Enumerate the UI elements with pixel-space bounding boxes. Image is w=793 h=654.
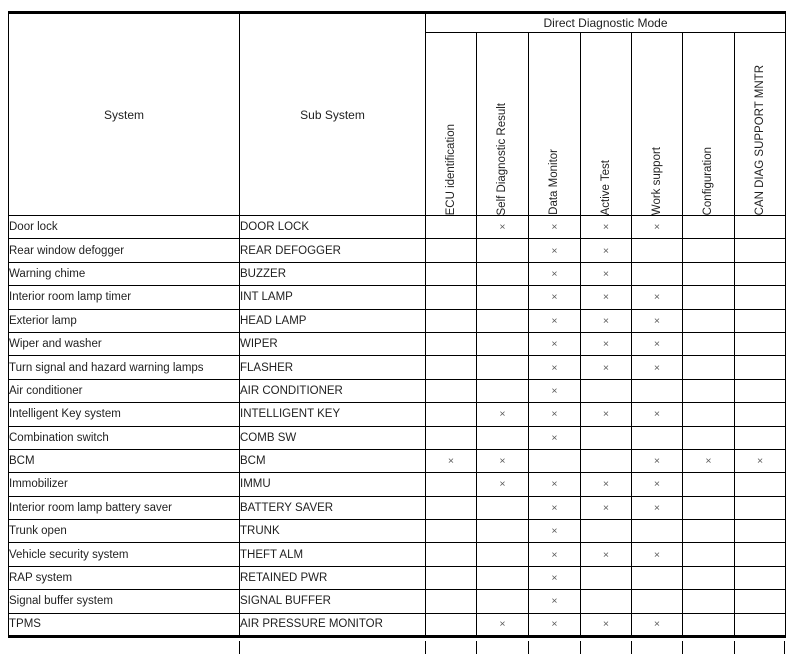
table-row xyxy=(9,449,786,472)
mark-cell-work-support: × xyxy=(632,356,683,379)
mark-cell-can-diag-support-mntr xyxy=(735,286,786,309)
column-header-can-diag-support-mntr xyxy=(735,33,786,216)
mark-cell-configuration xyxy=(683,356,735,379)
mark-cell-work-support: × xyxy=(632,613,683,636)
mark-cell-active-test: × xyxy=(581,543,632,566)
system-cell: Vehicle security system xyxy=(9,543,240,566)
mark-cell-can-diag-support-mntr xyxy=(735,613,786,636)
column-line-stub xyxy=(476,641,477,654)
mark-cell-ecu-identification xyxy=(426,520,477,543)
mark-cell-configuration: × xyxy=(683,449,735,472)
system-cell: RAP system xyxy=(9,566,240,589)
mark-cell-configuration xyxy=(683,216,735,239)
table-row xyxy=(9,262,786,285)
mark-cell-data-monitor xyxy=(529,449,581,472)
mark-cell-can-diag-support-mntr xyxy=(735,356,786,379)
mark-cell-configuration xyxy=(683,332,735,355)
sub-system-cell: WIPER xyxy=(240,332,426,355)
mark-cell-self-diagnostic-result: × xyxy=(477,449,529,472)
header-row-group xyxy=(9,13,786,33)
table-row xyxy=(9,379,786,402)
column-header-data-monitor xyxy=(529,33,581,216)
mark-cell-can-diag-support-mntr xyxy=(735,520,786,543)
column-line-stub xyxy=(631,641,632,654)
mark-cell-data-monitor: × xyxy=(529,309,581,332)
rotated-label: CAN DIAG SUPPORT MNTR xyxy=(753,64,766,215)
column-header-configuration xyxy=(683,33,735,216)
mark-cell-work-support: × xyxy=(632,286,683,309)
mark-cell-self-diagnostic-result xyxy=(477,590,529,613)
mark-cell-can-diag-support-mntr xyxy=(735,566,786,589)
mark-cell-ecu-identification xyxy=(426,309,477,332)
mark-cell-can-diag-support-mntr xyxy=(735,239,786,262)
mark-cell-configuration xyxy=(683,286,735,309)
mark-cell-self-diagnostic-result xyxy=(477,309,529,332)
sub-system-cell: IMMU xyxy=(240,473,426,496)
mark-cell-ecu-identification xyxy=(426,613,477,636)
mark-cell-configuration xyxy=(683,309,735,332)
mark-cell-data-monitor: × xyxy=(529,379,581,402)
mark-cell-configuration xyxy=(683,590,735,613)
mark-cell-can-diag-support-mntr xyxy=(735,403,786,426)
sub-system-cell: BUZZER xyxy=(240,262,426,285)
mark-cell-ecu-identification xyxy=(426,590,477,613)
system-cell: Air conditioner xyxy=(9,379,240,402)
mark-cell-data-monitor: × xyxy=(529,403,581,426)
mark-cell-ecu-identification xyxy=(426,426,477,449)
system-cell: Door lock xyxy=(9,216,240,239)
mark-cell-self-diagnostic-result: × xyxy=(477,403,529,426)
system-cell: Combination switch xyxy=(9,426,240,449)
table-row xyxy=(9,216,786,239)
column-header-self-diagnostic-result xyxy=(477,33,529,216)
system-cell: Wiper and washer xyxy=(9,332,240,355)
sub-system-cell: COMB SW xyxy=(240,426,426,449)
column-line-stub xyxy=(580,641,581,654)
mark-cell-self-diagnostic-result: × xyxy=(477,473,529,496)
table-row xyxy=(9,356,786,379)
table-row xyxy=(9,309,786,332)
table-row xyxy=(9,566,786,589)
mark-cell-self-diagnostic-result: × xyxy=(477,216,529,239)
mark-cell-configuration xyxy=(683,426,735,449)
mark-cell-configuration xyxy=(683,239,735,262)
mark-cell-self-diagnostic-result xyxy=(477,543,529,566)
mark-cell-active-test: × xyxy=(581,286,632,309)
mark-cell-ecu-identification xyxy=(426,216,477,239)
mark-cell-configuration xyxy=(683,262,735,285)
mark-cell-self-diagnostic-result xyxy=(477,239,529,262)
mark-cell-can-diag-support-mntr xyxy=(735,543,786,566)
mark-cell-ecu-identification xyxy=(426,262,477,285)
mark-cell-active-test: × xyxy=(581,262,632,285)
column-header-work-support xyxy=(632,33,683,216)
mark-cell-ecu-identification xyxy=(426,543,477,566)
column-line-stub xyxy=(784,641,785,654)
mark-cell-active-test: × xyxy=(581,239,632,262)
mark-cell-can-diag-support-mntr xyxy=(735,496,786,519)
column-line-stub xyxy=(528,641,529,654)
mark-cell-active-test xyxy=(581,590,632,613)
table-bottom-line-stubs xyxy=(8,641,785,654)
mark-cell-self-diagnostic-result: × xyxy=(477,613,529,636)
mark-cell-work-support: × xyxy=(632,403,683,426)
rotated-label: Work support xyxy=(650,146,663,215)
table-row xyxy=(9,332,786,355)
diagnostic-mode-table-container xyxy=(8,11,786,638)
mark-cell-active-test xyxy=(581,379,632,402)
mark-cell-work-support xyxy=(632,426,683,449)
mark-cell-self-diagnostic-result xyxy=(477,520,529,543)
system-cell: Intelligent Key system xyxy=(9,403,240,426)
system-cell: Turn signal and hazard warning lamps xyxy=(9,356,240,379)
rotated-label: Data Monitor xyxy=(548,149,561,215)
mark-cell-data-monitor: × xyxy=(529,520,581,543)
column-line-stub xyxy=(425,641,426,654)
mark-cell-data-monitor: × xyxy=(529,496,581,519)
system-cell: Immobilizer xyxy=(9,473,240,496)
table-row xyxy=(9,590,786,613)
table-row xyxy=(9,426,786,449)
sub-system-cell: THEFT ALM xyxy=(240,543,426,566)
column-header-active-test xyxy=(581,33,632,216)
table-row xyxy=(9,520,786,543)
mark-cell-self-diagnostic-result xyxy=(477,332,529,355)
mark-cell-data-monitor: × xyxy=(529,286,581,309)
sub-system-cell: AIR PRESSURE MONITOR xyxy=(240,613,426,636)
column-header-ecu-identification xyxy=(426,33,477,216)
mark-cell-can-diag-support-mntr xyxy=(735,216,786,239)
mark-cell-configuration xyxy=(683,520,735,543)
sub-system-cell: INT LAMP xyxy=(240,286,426,309)
mark-cell-active-test xyxy=(581,566,632,589)
system-cell: Exterior lamp xyxy=(9,309,240,332)
mark-cell-configuration xyxy=(683,543,735,566)
mark-cell-configuration xyxy=(683,379,735,402)
mark-cell-work-support: × xyxy=(632,216,683,239)
mark-cell-data-monitor: × xyxy=(529,613,581,636)
mark-cell-data-monitor: × xyxy=(529,356,581,379)
system-cell: Signal buffer system xyxy=(9,590,240,613)
mark-cell-active-test: × xyxy=(581,496,632,519)
column-line-stub xyxy=(734,641,735,654)
mark-cell-work-support xyxy=(632,566,683,589)
mark-cell-data-monitor: × xyxy=(529,262,581,285)
system-cell: Interior room lamp battery saver xyxy=(9,496,240,519)
mark-cell-can-diag-support-mntr xyxy=(735,590,786,613)
mark-cell-can-diag-support-mntr xyxy=(735,379,786,402)
sub-system-cell: AIR CONDITIONER xyxy=(240,379,426,402)
mark-cell-ecu-identification xyxy=(426,379,477,402)
mark-cell-can-diag-support-mntr xyxy=(735,473,786,496)
mark-cell-active-test xyxy=(581,426,632,449)
mark-cell-active-test xyxy=(581,449,632,472)
mark-cell-data-monitor: × xyxy=(529,590,581,613)
table-row xyxy=(9,496,786,519)
rotated-label: Configuration xyxy=(702,146,715,215)
mark-cell-work-support: × xyxy=(632,473,683,496)
table-body xyxy=(9,216,786,637)
rotated-label: Self Diagnostic Result xyxy=(496,102,509,215)
sub-system-cell: BCM xyxy=(240,449,426,472)
mark-cell-configuration xyxy=(683,613,735,636)
system-cell: BCM xyxy=(9,449,240,472)
mark-cell-data-monitor: × xyxy=(529,473,581,496)
sub-system-cell: SIGNAL BUFFER xyxy=(240,590,426,613)
table-row xyxy=(9,286,786,309)
mark-cell-work-support: × xyxy=(632,496,683,519)
sub-system-cell: FLASHER xyxy=(240,356,426,379)
mark-cell-configuration xyxy=(683,403,735,426)
mark-cell-configuration xyxy=(683,473,735,496)
sub-system-cell: TRUNK xyxy=(240,520,426,543)
mark-cell-active-test: × xyxy=(581,309,632,332)
mark-cell-self-diagnostic-result xyxy=(477,262,529,285)
column-line-stub xyxy=(239,641,240,654)
mark-cell-data-monitor: × xyxy=(529,566,581,589)
column-line-stub xyxy=(682,641,683,654)
mark-cell-work-support xyxy=(632,379,683,402)
mark-cell-work-support: × xyxy=(632,309,683,332)
mark-cell-ecu-identification xyxy=(426,566,477,589)
mark-cell-ecu-identification: × xyxy=(426,449,477,472)
mark-cell-can-diag-support-mntr xyxy=(735,262,786,285)
sub-system-cell: RETAINED PWR xyxy=(240,566,426,589)
mark-cell-active-test: × xyxy=(581,332,632,355)
mark-cell-ecu-identification xyxy=(426,496,477,519)
mark-cell-data-monitor: × xyxy=(529,239,581,262)
rotated-label: Active Test xyxy=(599,159,612,215)
sub-system-cell: INTELLIGENT KEY xyxy=(240,403,426,426)
direct-diagnostic-mode-header: Direct Diagnostic Mode xyxy=(426,13,786,33)
mark-cell-work-support: × xyxy=(632,449,683,472)
table-row xyxy=(9,403,786,426)
system-cell: Warning chime xyxy=(9,262,240,285)
mark-cell-work-support xyxy=(632,520,683,543)
mark-cell-active-test xyxy=(581,520,632,543)
sub-system-cell: DOOR LOCK xyxy=(240,216,426,239)
mark-cell-work-support xyxy=(632,262,683,285)
mark-cell-active-test: × xyxy=(581,473,632,496)
mark-cell-work-support: × xyxy=(632,332,683,355)
mark-cell-self-diagnostic-result xyxy=(477,356,529,379)
mark-cell-configuration xyxy=(683,566,735,589)
mark-cell-data-monitor: × xyxy=(529,216,581,239)
mark-cell-data-monitor: × xyxy=(529,332,581,355)
mark-cell-self-diagnostic-result xyxy=(477,286,529,309)
mark-cell-data-monitor: × xyxy=(529,543,581,566)
sub-system-cell: BATTERY SAVER xyxy=(240,496,426,519)
mark-cell-ecu-identification xyxy=(426,473,477,496)
mark-cell-can-diag-support-mntr xyxy=(735,332,786,355)
sub-system-cell: HEAD LAMP xyxy=(240,309,426,332)
mark-cell-active-test: × xyxy=(581,356,632,379)
mark-cell-can-diag-support-mntr: × xyxy=(735,449,786,472)
mark-cell-work-support xyxy=(632,239,683,262)
mark-cell-ecu-identification xyxy=(426,286,477,309)
system-cell: TPMS xyxy=(9,613,240,636)
table-row xyxy=(9,473,786,496)
mark-cell-data-monitor: × xyxy=(529,426,581,449)
mark-cell-ecu-identification xyxy=(426,403,477,426)
mark-cell-can-diag-support-mntr xyxy=(735,426,786,449)
system-column-header: System xyxy=(9,13,240,216)
mark-cell-self-diagnostic-result xyxy=(477,379,529,402)
mark-cell-ecu-identification xyxy=(426,239,477,262)
system-cell: Rear window defogger xyxy=(9,239,240,262)
table-row xyxy=(9,613,786,636)
mark-cell-configuration xyxy=(683,496,735,519)
mark-cell-self-diagnostic-result xyxy=(477,566,529,589)
mark-cell-ecu-identification xyxy=(426,332,477,355)
mark-cell-active-test: × xyxy=(581,403,632,426)
mark-cell-can-diag-support-mntr xyxy=(735,309,786,332)
mark-cell-active-test: × xyxy=(581,216,632,239)
mark-cell-work-support xyxy=(632,590,683,613)
sub-system-column-header: Sub System xyxy=(240,13,426,216)
mark-cell-active-test: × xyxy=(581,613,632,636)
rotated-label: ECU identification xyxy=(444,123,457,215)
mark-cell-self-diagnostic-result xyxy=(477,496,529,519)
system-cell: Interior room lamp timer xyxy=(9,286,240,309)
mark-cell-self-diagnostic-result xyxy=(477,426,529,449)
mark-cell-ecu-identification xyxy=(426,356,477,379)
table-row xyxy=(9,543,786,566)
table-row xyxy=(9,239,786,262)
diagnostic-mode-table xyxy=(8,11,786,638)
table-header xyxy=(9,13,786,216)
sub-system-cell: REAR DEFOGGER xyxy=(240,239,426,262)
system-cell: Trunk open xyxy=(9,520,240,543)
mark-cell-work-support: × xyxy=(632,543,683,566)
